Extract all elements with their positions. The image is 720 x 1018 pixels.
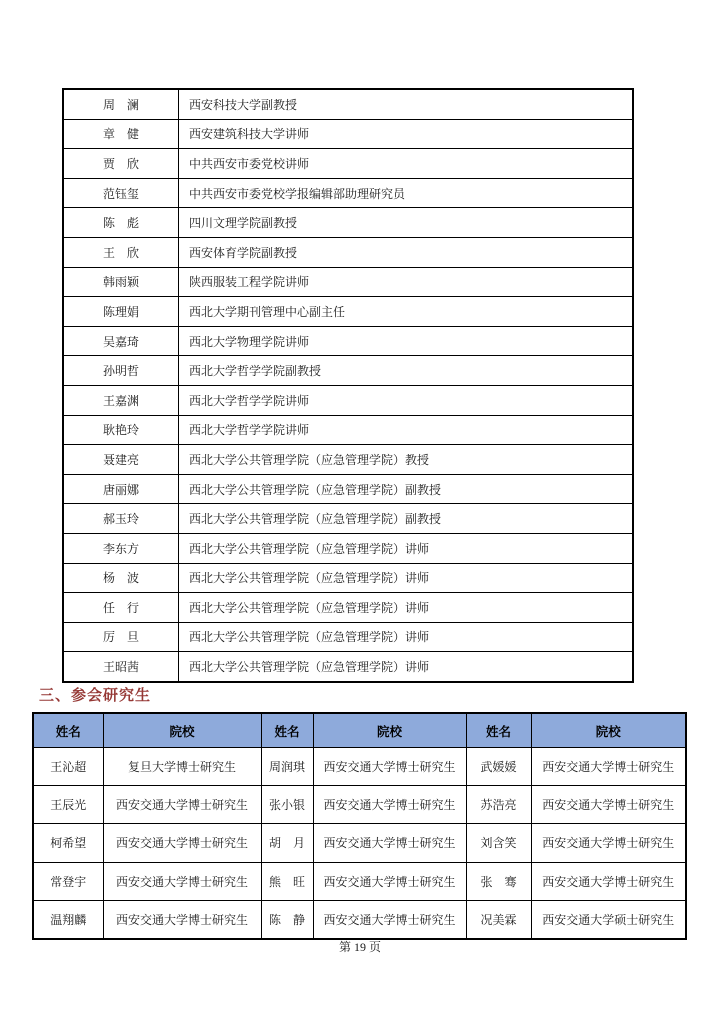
student-school: 西安交通大学博士研究生 bbox=[313, 862, 466, 900]
table-row bbox=[63, 622, 633, 652]
expert-affiliation: 西北大学公共管理学院（应急管理学院）讲师 bbox=[179, 622, 634, 652]
expert-name: 范钰玺 bbox=[63, 178, 179, 208]
expert-name: 耿艳玲 bbox=[63, 415, 179, 445]
student-school: 西安交通大学博士研究生 bbox=[313, 900, 466, 939]
student-school: 西安交通大学博士研究生 bbox=[313, 786, 466, 824]
student-school: 西安交通大学博士研究生 bbox=[531, 824, 686, 862]
table-row bbox=[63, 563, 633, 593]
student-name: 王沁超 bbox=[33, 748, 103, 786]
students-table bbox=[32, 712, 687, 940]
expert-name: 杨 波 bbox=[63, 563, 179, 593]
table-row bbox=[63, 474, 633, 504]
student-name: 周润琪 bbox=[261, 748, 313, 786]
table-row bbox=[63, 504, 633, 534]
expert-affiliation: 西北大学公共管理学院（应急管理学院）讲师 bbox=[179, 593, 634, 623]
expert-name: 孙明哲 bbox=[63, 356, 179, 386]
expert-affiliation: 四川文理学院副教授 bbox=[179, 208, 634, 238]
student-school: 西安交通大学博士研究生 bbox=[103, 862, 261, 900]
expert-affiliation: 西安科技大学副教授 bbox=[179, 89, 634, 119]
expert-affiliation: 西北大学公共管理学院（应急管理学院）教授 bbox=[179, 445, 634, 475]
student-name: 王辰光 bbox=[33, 786, 103, 824]
student-school: 西安交通大学硕士研究生 bbox=[531, 900, 686, 939]
table-row bbox=[33, 748, 686, 786]
table-row bbox=[63, 119, 633, 149]
expert-name: 陈 彪 bbox=[63, 208, 179, 238]
expert-name: 聂建亮 bbox=[63, 445, 179, 475]
student-name: 胡 月 bbox=[261, 824, 313, 862]
experts-table bbox=[62, 88, 634, 683]
expert-affiliation: 西北大学公共管理学院（应急管理学院）讲师 bbox=[179, 652, 634, 682]
column-header: 姓名 bbox=[33, 713, 103, 748]
expert-name: 周 澜 bbox=[63, 89, 179, 119]
table-row bbox=[63, 385, 633, 415]
expert-affiliation: 西北大学哲学学院副教授 bbox=[179, 356, 634, 386]
expert-name: 郝玉玲 bbox=[63, 504, 179, 534]
column-header: 院校 bbox=[103, 713, 261, 748]
table-row bbox=[33, 900, 686, 939]
student-name: 张小银 bbox=[261, 786, 313, 824]
column-header: 院校 bbox=[531, 713, 686, 748]
table-row bbox=[63, 237, 633, 267]
expert-affiliation: 陕西服装工程学院讲师 bbox=[179, 267, 634, 297]
student-school: 西安交通大学博士研究生 bbox=[313, 748, 466, 786]
table-row bbox=[33, 824, 686, 862]
student-name: 熊 旺 bbox=[261, 862, 313, 900]
student-name: 张 骞 bbox=[466, 862, 531, 900]
student-name: 况美霖 bbox=[466, 900, 531, 939]
expert-affiliation: 西北大学公共管理学院（应急管理学院）讲师 bbox=[179, 533, 634, 563]
table-row bbox=[63, 652, 633, 682]
student-school: 复旦大学博士研究生 bbox=[103, 748, 261, 786]
expert-name: 厉 旦 bbox=[63, 622, 179, 652]
column-header: 姓名 bbox=[466, 713, 531, 748]
expert-name: 韩雨颖 bbox=[63, 267, 179, 297]
column-header: 院校 bbox=[313, 713, 466, 748]
student-school: 西安交通大学博士研究生 bbox=[103, 786, 261, 824]
column-header: 姓名 bbox=[261, 713, 313, 748]
table-row bbox=[63, 89, 633, 119]
table-row bbox=[63, 208, 633, 238]
table-row bbox=[33, 786, 686, 824]
header-row bbox=[33, 713, 686, 748]
expert-affiliation: 西安建筑科技大学讲师 bbox=[179, 119, 634, 149]
table-row bbox=[63, 445, 633, 475]
students-table-header bbox=[33, 713, 686, 748]
table-row bbox=[63, 149, 633, 179]
expert-affiliation: 西北大学期刊管理中心副主任 bbox=[179, 297, 634, 327]
student-name: 武媛媛 bbox=[466, 748, 531, 786]
expert-affiliation: 中共西安市委党校讲师 bbox=[179, 149, 634, 179]
expert-name: 贾 欣 bbox=[63, 149, 179, 179]
expert-affiliation: 西北大学哲学学院讲师 bbox=[179, 415, 634, 445]
student-school: 西安交通大学博士研究生 bbox=[103, 824, 261, 862]
expert-name: 陈理娟 bbox=[63, 297, 179, 327]
table-row bbox=[63, 267, 633, 297]
expert-name: 任 行 bbox=[63, 593, 179, 623]
expert-name: 唐丽娜 bbox=[63, 474, 179, 504]
expert-name: 吴嘉琦 bbox=[63, 326, 179, 356]
expert-affiliation: 中共西安市委党校学报编辑部助理研究员 bbox=[179, 178, 634, 208]
table-row bbox=[63, 533, 633, 563]
table-row bbox=[63, 415, 633, 445]
table-row bbox=[63, 356, 633, 386]
page-number: 第 19 页 bbox=[338, 940, 381, 954]
expert-affiliation: 西北大学哲学学院讲师 bbox=[179, 385, 634, 415]
table-row bbox=[63, 326, 633, 356]
student-school: 西安交通大学博士研究生 bbox=[531, 862, 686, 900]
experts-table-body bbox=[63, 89, 633, 682]
table-row bbox=[63, 297, 633, 327]
student-name: 刘含笑 bbox=[466, 824, 531, 862]
expert-affiliation: 西北大学公共管理学院（应急管理学院）副教授 bbox=[179, 504, 634, 534]
expert-name: 李东方 bbox=[63, 533, 179, 563]
student-name: 温翔麟 bbox=[33, 900, 103, 939]
table-row bbox=[63, 178, 633, 208]
student-name: 柯希望 bbox=[33, 824, 103, 862]
expert-affiliation: 西北大学物理学院讲师 bbox=[179, 326, 634, 356]
student-name: 苏浩亮 bbox=[466, 786, 531, 824]
section-heading: 三、参会研究生 bbox=[39, 687, 152, 704]
expert-name: 王嘉渊 bbox=[63, 385, 179, 415]
table-row bbox=[63, 593, 633, 623]
expert-name: 王 欣 bbox=[63, 237, 179, 267]
expert-affiliation: 西北大学公共管理学院（应急管理学院）副教授 bbox=[179, 474, 634, 504]
expert-name: 章 健 bbox=[63, 119, 179, 149]
student-school: 西安交通大学博士研究生 bbox=[531, 748, 686, 786]
expert-affiliation: 西安体育学院副教授 bbox=[179, 237, 634, 267]
student-school: 西安交通大学博士研究生 bbox=[103, 900, 261, 939]
students-table-body bbox=[33, 748, 686, 939]
expert-name: 王昭茜 bbox=[63, 652, 179, 682]
student-school: 西安交通大学博士研究生 bbox=[313, 824, 466, 862]
student-name: 常登宇 bbox=[33, 862, 103, 900]
expert-affiliation: 西北大学公共管理学院（应急管理学院）讲师 bbox=[179, 563, 634, 593]
table-row bbox=[33, 862, 686, 900]
student-school: 西安交通大学博士研究生 bbox=[531, 786, 686, 824]
student-name: 陈 静 bbox=[261, 900, 313, 939]
